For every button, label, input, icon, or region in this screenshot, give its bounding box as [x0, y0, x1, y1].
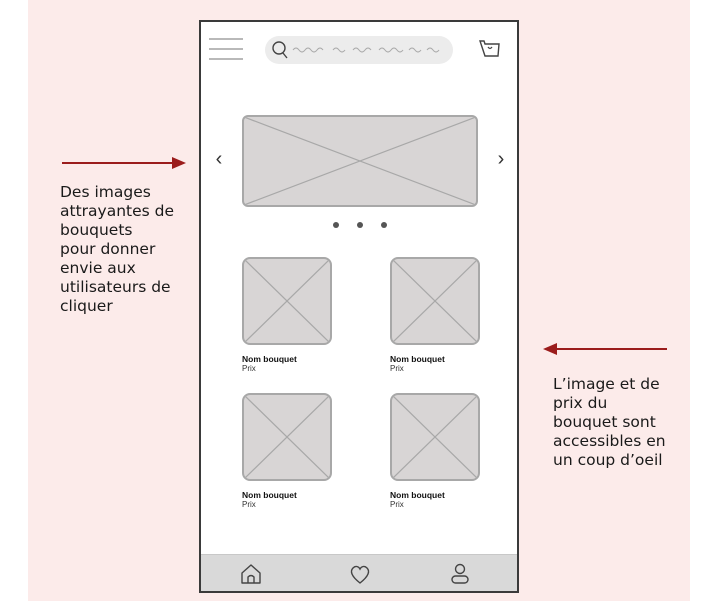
placeholder-cross-icon — [244, 259, 330, 343]
bottom-tab-bar — [201, 554, 517, 591]
search-bar[interactable] — [265, 36, 453, 64]
product-name: Nom bouquet — [242, 354, 297, 364]
product-image-placeholder[interactable] — [242, 393, 332, 481]
placeholder-cross-icon — [392, 259, 478, 343]
product-price: Prix — [390, 500, 404, 509]
product-name: Nom bouquet — [242, 490, 297, 500]
carousel-image-placeholder[interactable] — [242, 115, 478, 207]
home-icon[interactable] — [238, 561, 264, 587]
carousel-dots — [201, 215, 519, 233]
placeholder-cross-icon — [392, 395, 478, 479]
heart-icon[interactable] — [347, 561, 373, 587]
profile-icon[interactable] — [447, 561, 473, 587]
right-annotation-arrow — [541, 341, 671, 357]
product-image-placeholder[interactable] — [390, 393, 480, 481]
product-name: Nom bouquet — [390, 490, 445, 500]
hamburger-icon[interactable] — [209, 36, 243, 62]
product-card[interactable] — [242, 393, 334, 510]
search-placeholder-scribble — [291, 44, 445, 56]
product-name: Nom bouquet — [390, 354, 445, 364]
carousel-dot[interactable] — [333, 222, 339, 228]
product-card[interactable] — [390, 257, 482, 374]
left-annotation-arrow — [60, 155, 190, 171]
product-card[interactable] — [242, 257, 334, 374]
placeholder-cross-icon — [244, 395, 330, 479]
product-card[interactable] — [390, 393, 482, 510]
carousel-dot[interactable] — [357, 222, 363, 228]
phone-frame — [199, 20, 519, 593]
placeholder-cross-icon — [244, 117, 476, 205]
right-annotation-text: L’image et de prix du bouquet sont accessibles en un coup d’oeil — [553, 375, 666, 469]
product-image-placeholder[interactable] — [242, 257, 332, 345]
product-image-placeholder[interactable] — [390, 257, 480, 345]
left-annotation-text: Des images attrayantes de bouquets pour donner envie aux utilisateurs de cliquer — [60, 183, 175, 315]
carousel-next-button[interactable]: › — [497, 148, 505, 170]
carousel-prev-button[interactable]: ‹ — [215, 148, 223, 170]
product-price: Prix — [242, 500, 256, 509]
product-price: Prix — [390, 364, 404, 373]
product-price: Prix — [242, 364, 256, 373]
cart-icon[interactable] — [479, 38, 501, 60]
search-icon — [271, 40, 289, 60]
carousel-dot[interactable] — [381, 222, 387, 228]
